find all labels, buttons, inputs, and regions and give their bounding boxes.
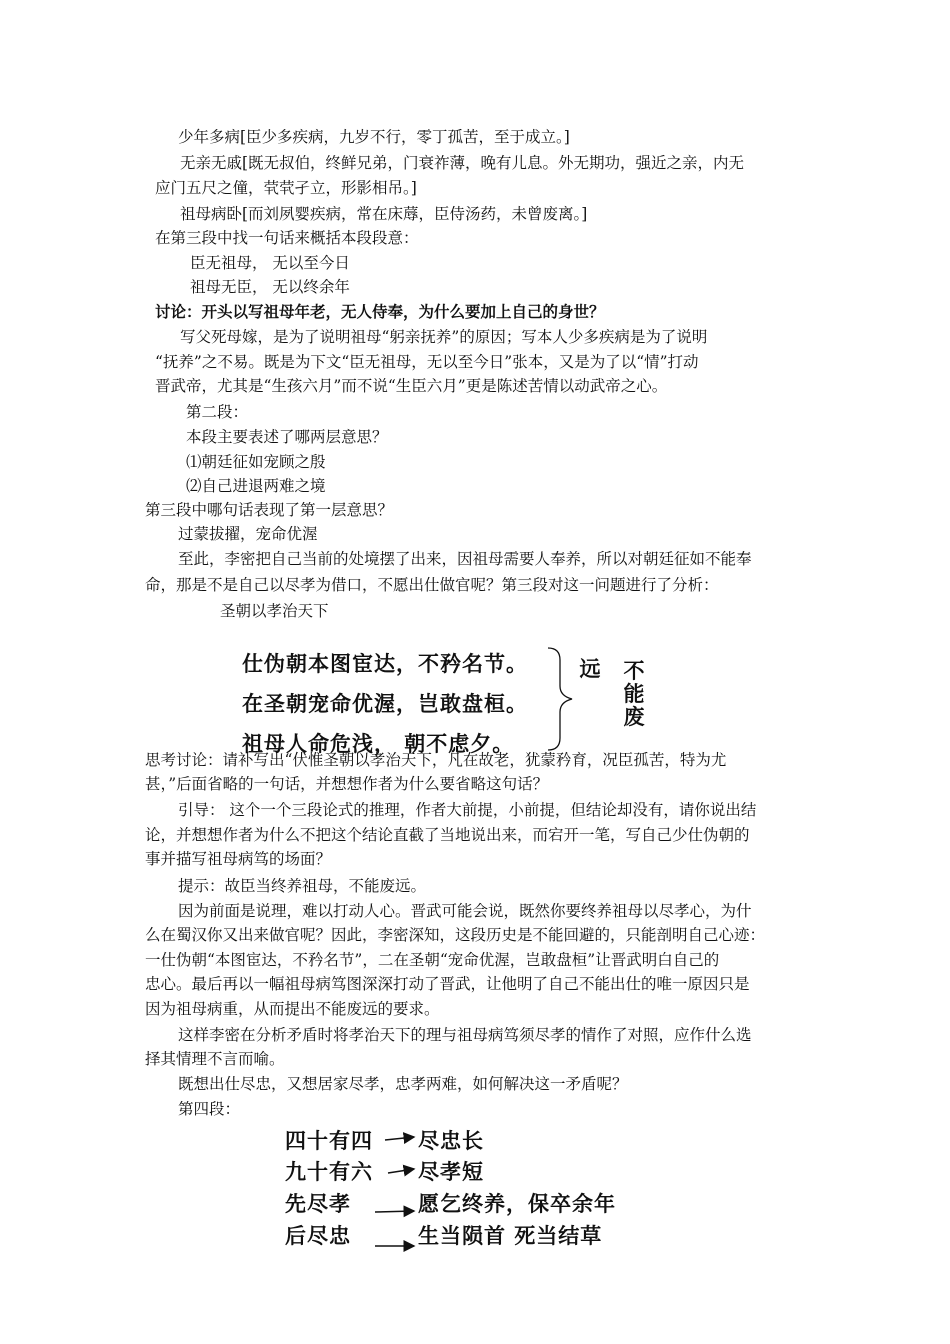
- para-line: 甚，”后面省略的一句话，并想想作者为什么要省略这句话？: [145, 775, 549, 793]
- para-line: 无亲无戚[既无叔伯，终鲜兄弟，门衰祚薄，晚有儿息。外无期功，强近之亲，内无: [180, 154, 745, 172]
- para-line: 圣朝以孝治天下: [220, 602, 329, 620]
- para-line: 过蒙拔擢，宠命优渥: [178, 525, 318, 543]
- diagram2-right: 生当陨首 死当结草: [418, 1224, 603, 1248]
- para-line: 写父死母嫁，是为了说明祖母“躬亲抚养”的原因；写本人少多疾病是为了说明: [180, 328, 708, 346]
- diagram2-left: 四十有四: [285, 1129, 373, 1153]
- brace-shape: [548, 648, 572, 750]
- diagram2-left: 先尽孝: [285, 1192, 351, 1216]
- diagram1-vertical-char: 能: [623, 682, 645, 706]
- para-line: 论，并想想作者为什么不把这个结论直截了当地说出来，而宕开一笔，写自己少仕伪朝的: [145, 826, 750, 844]
- para-line: 忠心。最后再以一幅祖母病笃图深深打动了晋武，让他明了自己不能出仕的唯一原因只是: [145, 975, 750, 993]
- diagram2-left: 后尽忠: [285, 1224, 351, 1248]
- para-line: 晋武帝，尤其是“生孩六月”而不说“生臣六月”更是陈述苦情以动武帝之心。: [155, 377, 668, 395]
- diagram1-right-word: 远: [579, 657, 601, 681]
- para-line: 本段主要表述了哪两层意思？: [186, 428, 388, 446]
- para-line: 事并描写祖母病笃的场面？: [145, 850, 332, 868]
- diagram1-vertical-char: 废: [623, 705, 645, 729]
- para-line: 少年多病[臣少多疾病，九岁不行，零丁孤苦，至于成立。]: [178, 128, 570, 146]
- diagram1-line: 祖母人命危浅， 朝不虑夕。: [242, 732, 515, 756]
- para-line: 至此，李密把自己当前的处境摆了出来，因祖母需要人奉养，所以对朝廷征如不能奉: [178, 550, 752, 568]
- para-line: 在第三段中找一句话来概括本段段意：: [155, 229, 419, 247]
- diagram2-right: 尽孝短: [418, 1160, 484, 1184]
- para-line: 么在蜀汉你又出来做官呢？因此，李密深知，这段历史是不能回避的，只能剖明自己心迹：: [145, 926, 766, 944]
- para-line: ⑵自己进退两难之境: [186, 477, 326, 495]
- arrow-icon: [388, 1169, 414, 1173]
- diagram1-line: 仕伪朝本图宦达，不矜名节。: [242, 652, 528, 676]
- diagram1-vertical-char: 不: [623, 659, 645, 683]
- para-line: 第四段：: [178, 1100, 241, 1118]
- para-line: 第二段：: [186, 403, 249, 421]
- diagram2-left: 九十有六: [285, 1160, 373, 1184]
- para-line: “抚养”之不易。既是为下文“臣无祖母，无以至今日”张本，又是为了以“情”打动: [155, 353, 699, 371]
- arrow-icon: [385, 1137, 414, 1140]
- para-line: 因为祖母病重，从而提出不能废远的要求。: [145, 1000, 440, 1018]
- arrow-icon: [375, 1211, 414, 1212]
- para-line: 臣无祖母， 无以至今日: [190, 254, 350, 272]
- para-line: 祖母无臣， 无以终余年: [190, 278, 350, 296]
- diagram2-right: 愿乞终养，保卒余年: [418, 1192, 616, 1216]
- diagram2-right: 尽忠长: [418, 1129, 484, 1153]
- para-line: 命，那是不是自己以尽孝为借口，不愿出仕做官呢？第三段对这一问题进行了分析：: [145, 576, 719, 594]
- para-line: 这样李密在分析矛盾时将孝治天下的理与祖母病笃须尽孝的情作了对照，应作什么选: [178, 1026, 752, 1044]
- para-line: 引导： 这个一个三段论式的推理，作者大前提，小前提，但结论却没有，请你说出结: [178, 801, 757, 819]
- para-line: 一仕伪朝“本图宦达，不矜名节”，二在圣朝“宠命优渥，岂敢盘桓”让晋武明白自己的: [145, 951, 720, 969]
- para-line: 择其情理不言而喻。: [145, 1050, 285, 1068]
- para-line: 提示：故臣当终养祖母，不能废远。: [178, 877, 427, 895]
- para-line: 既想出仕尽忠，又想居家尽孝，忠孝两难，如何解决这一矛盾呢？: [178, 1075, 628, 1093]
- para-line: 因为前面是说理，难以打动人心。晋武可能会说，既然你要终养祖母以尽孝心，为什: [178, 902, 752, 920]
- para-line: 应门五尺之僮，茕茕孑立，形影相吊。]: [155, 179, 417, 197]
- para-line: ⑴朝廷征如宠顾之殷: [186, 453, 326, 471]
- discussion-heading: 讨论：开头以写祖母年老，无人侍奉，为什么要加上自己的身世？: [155, 302, 605, 321]
- diagram1-line: 在圣朝宠命优渥，岂敢盘桓。: [242, 692, 528, 716]
- para-line: 思考讨论：请补写出“伏惟圣朝以孝治天下，凡在故老，犹蒙矜育，况臣孤苦，特为尤: [145, 751, 727, 769]
- para-line: 祖母病卧[而刘夙婴疾病，常在床蓐，臣侍汤药，未曾废离。]: [180, 205, 588, 223]
- para-line: 第三段中哪句话表现了第一层意思？: [145, 501, 394, 519]
